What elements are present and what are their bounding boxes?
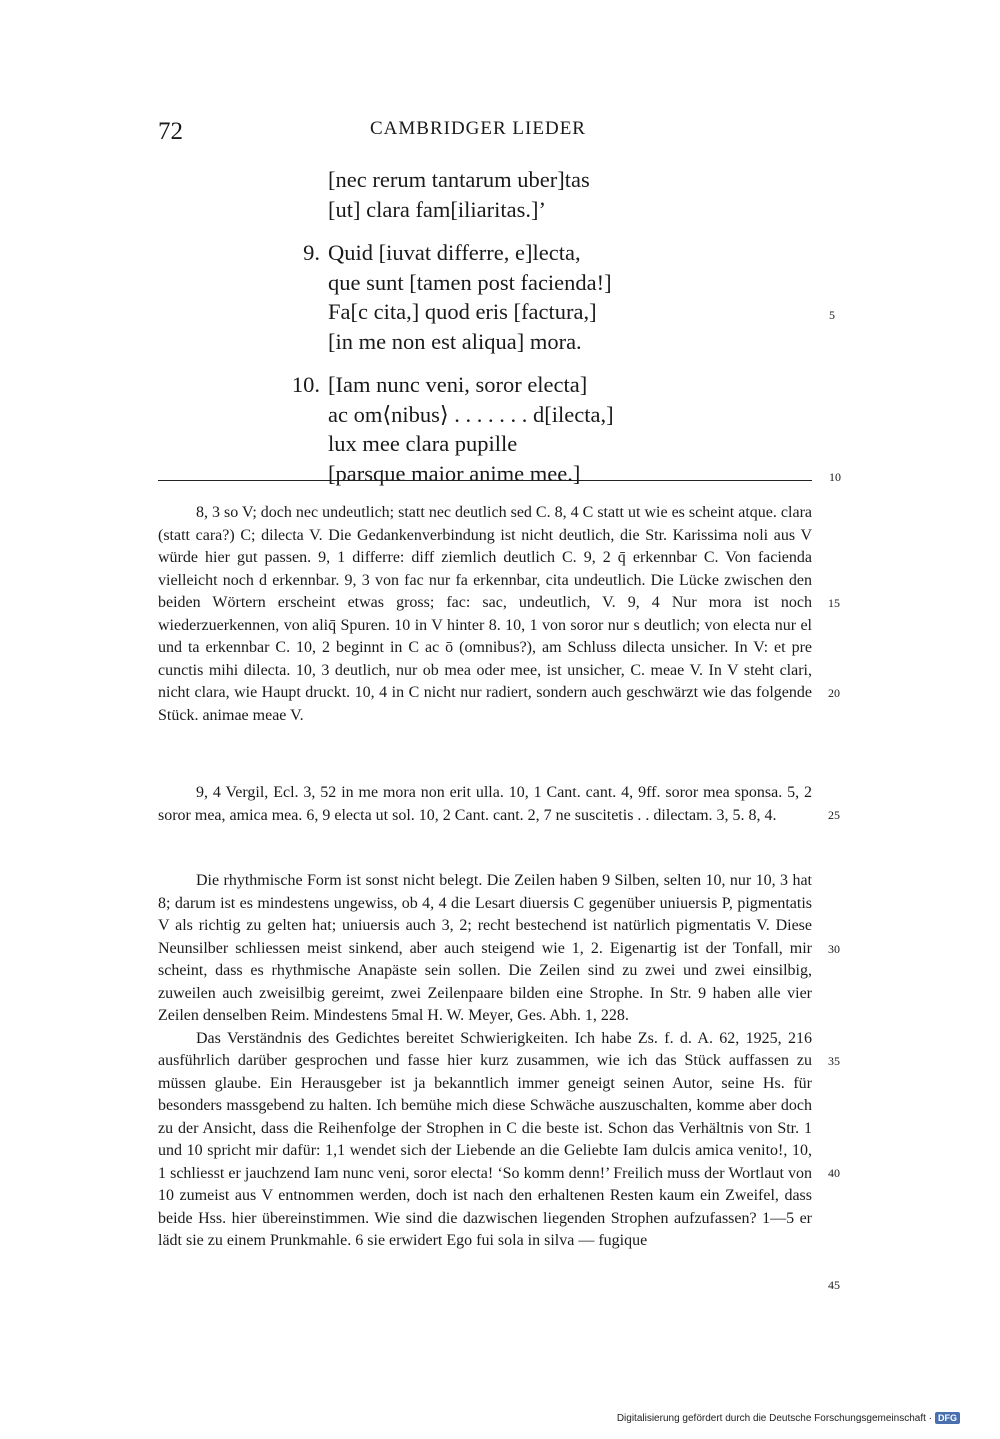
stanza (0, 165, 1000, 224)
line-number: 25 (828, 808, 840, 822)
line-number: 45 (828, 1278, 840, 1292)
separator-rule (158, 480, 812, 481)
poem (0, 165, 1000, 502)
line-number: 30 (828, 942, 840, 956)
verse-line: [nec rerum tantarum uber]tas (328, 167, 590, 192)
stanza-number: 9. (303, 240, 320, 265)
apparatus-text: 8, 3 so V; doch nec undeutlich; statt nec deutlich sed C. 8, 4 C statt ut wie es scheint atque. clara (statt cara?) C; dilecta V. Die Gedankenverbindung ist nicht deutlich, die Str. Karissima noli aus V würde hier gut passen. 9, 1 differre: diff ziemlich deutlich C. 9, 2 q̄ erkennbar C. Von facienda vielleicht noch d erkennbar. 9, 3 von fac nur fa erkennbar, cita undeutlich. Die Lücke zwischen den beiden Wörtern erscheint etwas gross; fac: sac, undeutlich, V. 9, 4 Nur mora ist noch wiederzuerkennen, von aliq̄ Spuren. 10 in V hinter 8. 10, 1 von soror nur s deutlich; von electa nur el und ta erkennbar C. 10, 2 beginnt in C ac ō (omnibus?), am Schluss dilecta unsicher. In V: et pre cunctis mihi dilecta. 10, 3 deutlich, nur ob mea oder mee, ist unsicher, C. meae V. In V steht clari, nicht clara, wie Haupt druckt. 10, 4 in C nicht nur radiert, sondern auch geschwärzt wie das folgende Stück. animae meae V. (158, 504, 812, 724)
page-number: 72 (158, 118, 183, 145)
dfg-logo-icon: DFG (935, 1412, 960, 1424)
verse-line: ac om⟨nibus⟩ . . . . . . . d[ilecta,] (328, 401, 614, 427)
verse-line: 9. Quid [iuvat differre, e]lecta, (0, 238, 1000, 268)
stanza-number: 10. (291, 372, 320, 397)
line-number: 10 (829, 469, 841, 484)
dfg-credit (617, 1412, 960, 1424)
commentary-paragraph: Die rhythmische Form ist sonst nicht belegt. Die Zeilen haben 9 Silben, selten 10, nur 10, 3 hat 8; darum ist es mindestens ungewiss, ob 4, 4 die Lesart diuersis C gegenüber uniuersis P, pigmentatis V als richtig zu gelten hat; uniuersis auch 3, 2; recht bestechend ist natürlich pigmentatis V. Diese Neunsilber schliessen meist sinkend, aber auch steigend wie 1, 2. Eigenartig ist der Tonfall, mir scheint, dass es rhythmische Anapäste sein sollen. Die Zeilen sind zu zwei und zwei einsilbig, zuweilen auch zweisilbig gereimt, zwei Zeilenpaare bilden eine Strophe. In Str. 9 haben alle vier Zeilen denselben Reim. Mindestens 5mal H. W. Meyer, Ges. Abh. 1, 228. (158, 872, 812, 1024)
line-number: 20 (828, 686, 840, 700)
commentary (158, 870, 840, 1292)
verse-line: que sunt [tamen post facienda!] (328, 269, 612, 295)
verse-line: Fa[c cita,] quod eris [factura,] 5 (0, 297, 1000, 327)
stanza (0, 370, 1000, 488)
stanza (0, 238, 1000, 356)
verse-line: [parsque maior anime mee.] 10 (0, 459, 1000, 489)
verse-line: [in me non est aliqua] mora. (328, 328, 582, 354)
line-number: 35 (828, 1054, 840, 1068)
sources-apparatus (158, 782, 840, 827)
critical-apparatus (158, 502, 840, 727)
sources-text: 9, 4 Vergil, Ecl. 3, 52 in me mora non erit ulla. 10, 1 Cant. cant. 4, 9ff. soror mea sponsa. 5, 2 soror mea, amica mea. 6, 9 electa ut sol. 10, 2 Cant. cant. 2, 7 ne suscitetis . . dilectam. 3, 5. 8, 4. (158, 784, 812, 824)
running-head: CAMBRIDGER LIEDER (370, 118, 586, 139)
line-number: 5 (829, 308, 835, 322)
commentary-paragraph: Das Verständnis des Gedichtes bereitet Schwierigkeiten. Ich habe Zs. f. d. A. 62, 1925, 216 ausführlich darüber gesprochen und fasse hier kurz zusammen, wie ich das Stück auffassen zu müssen glaube. Ein Herausgeber ist ja bekanntlich immer geneigt seinen Autor, seine Hs. für besonders massgebend zu halten. Ich bemühe mich diese Schwäche auszuschalten, komme aber doch zu der Ansicht, dass die Reihenfolge der Strophen in C die beste ist. Schon das Verhältnis von Str. 1 und 10 spricht mir dafür: 1,1 wendet sich der Liebende an die Geliebte Iam dulcis amica venito!, 10, 1 schliesst er jauchzend Iam nunc veni, soror electa! ‘So komm denn!’ Freilich muss der Wortlaut von 10 zumeist aus V entnommen werden, doch ist nach den erhaltenen Resten kaum ein Zweifel, dass beide Hss. hier übereinstimmen. Wie sind die dazwischen liegenden Strophen aufzufassen? 1—5 er lädt sie zu einem Prunkmahle. 6 sie erwidert Ego fui sola in silva — fugique (158, 1029, 812, 1249)
line-number: 40 (828, 1166, 840, 1180)
verse-line: 10. [Iam nunc veni, soror electa] (0, 370, 1000, 400)
verse-line: lux mee clara pupille (328, 431, 518, 456)
credit-text: Digitalisierung gefördert durch die Deutsche Forschungsgemeinschaft · (616, 1412, 932, 1424)
line-number: 15 (828, 596, 840, 610)
verse-line: [ut] clara fam[iliaritas.]’ (328, 196, 547, 222)
